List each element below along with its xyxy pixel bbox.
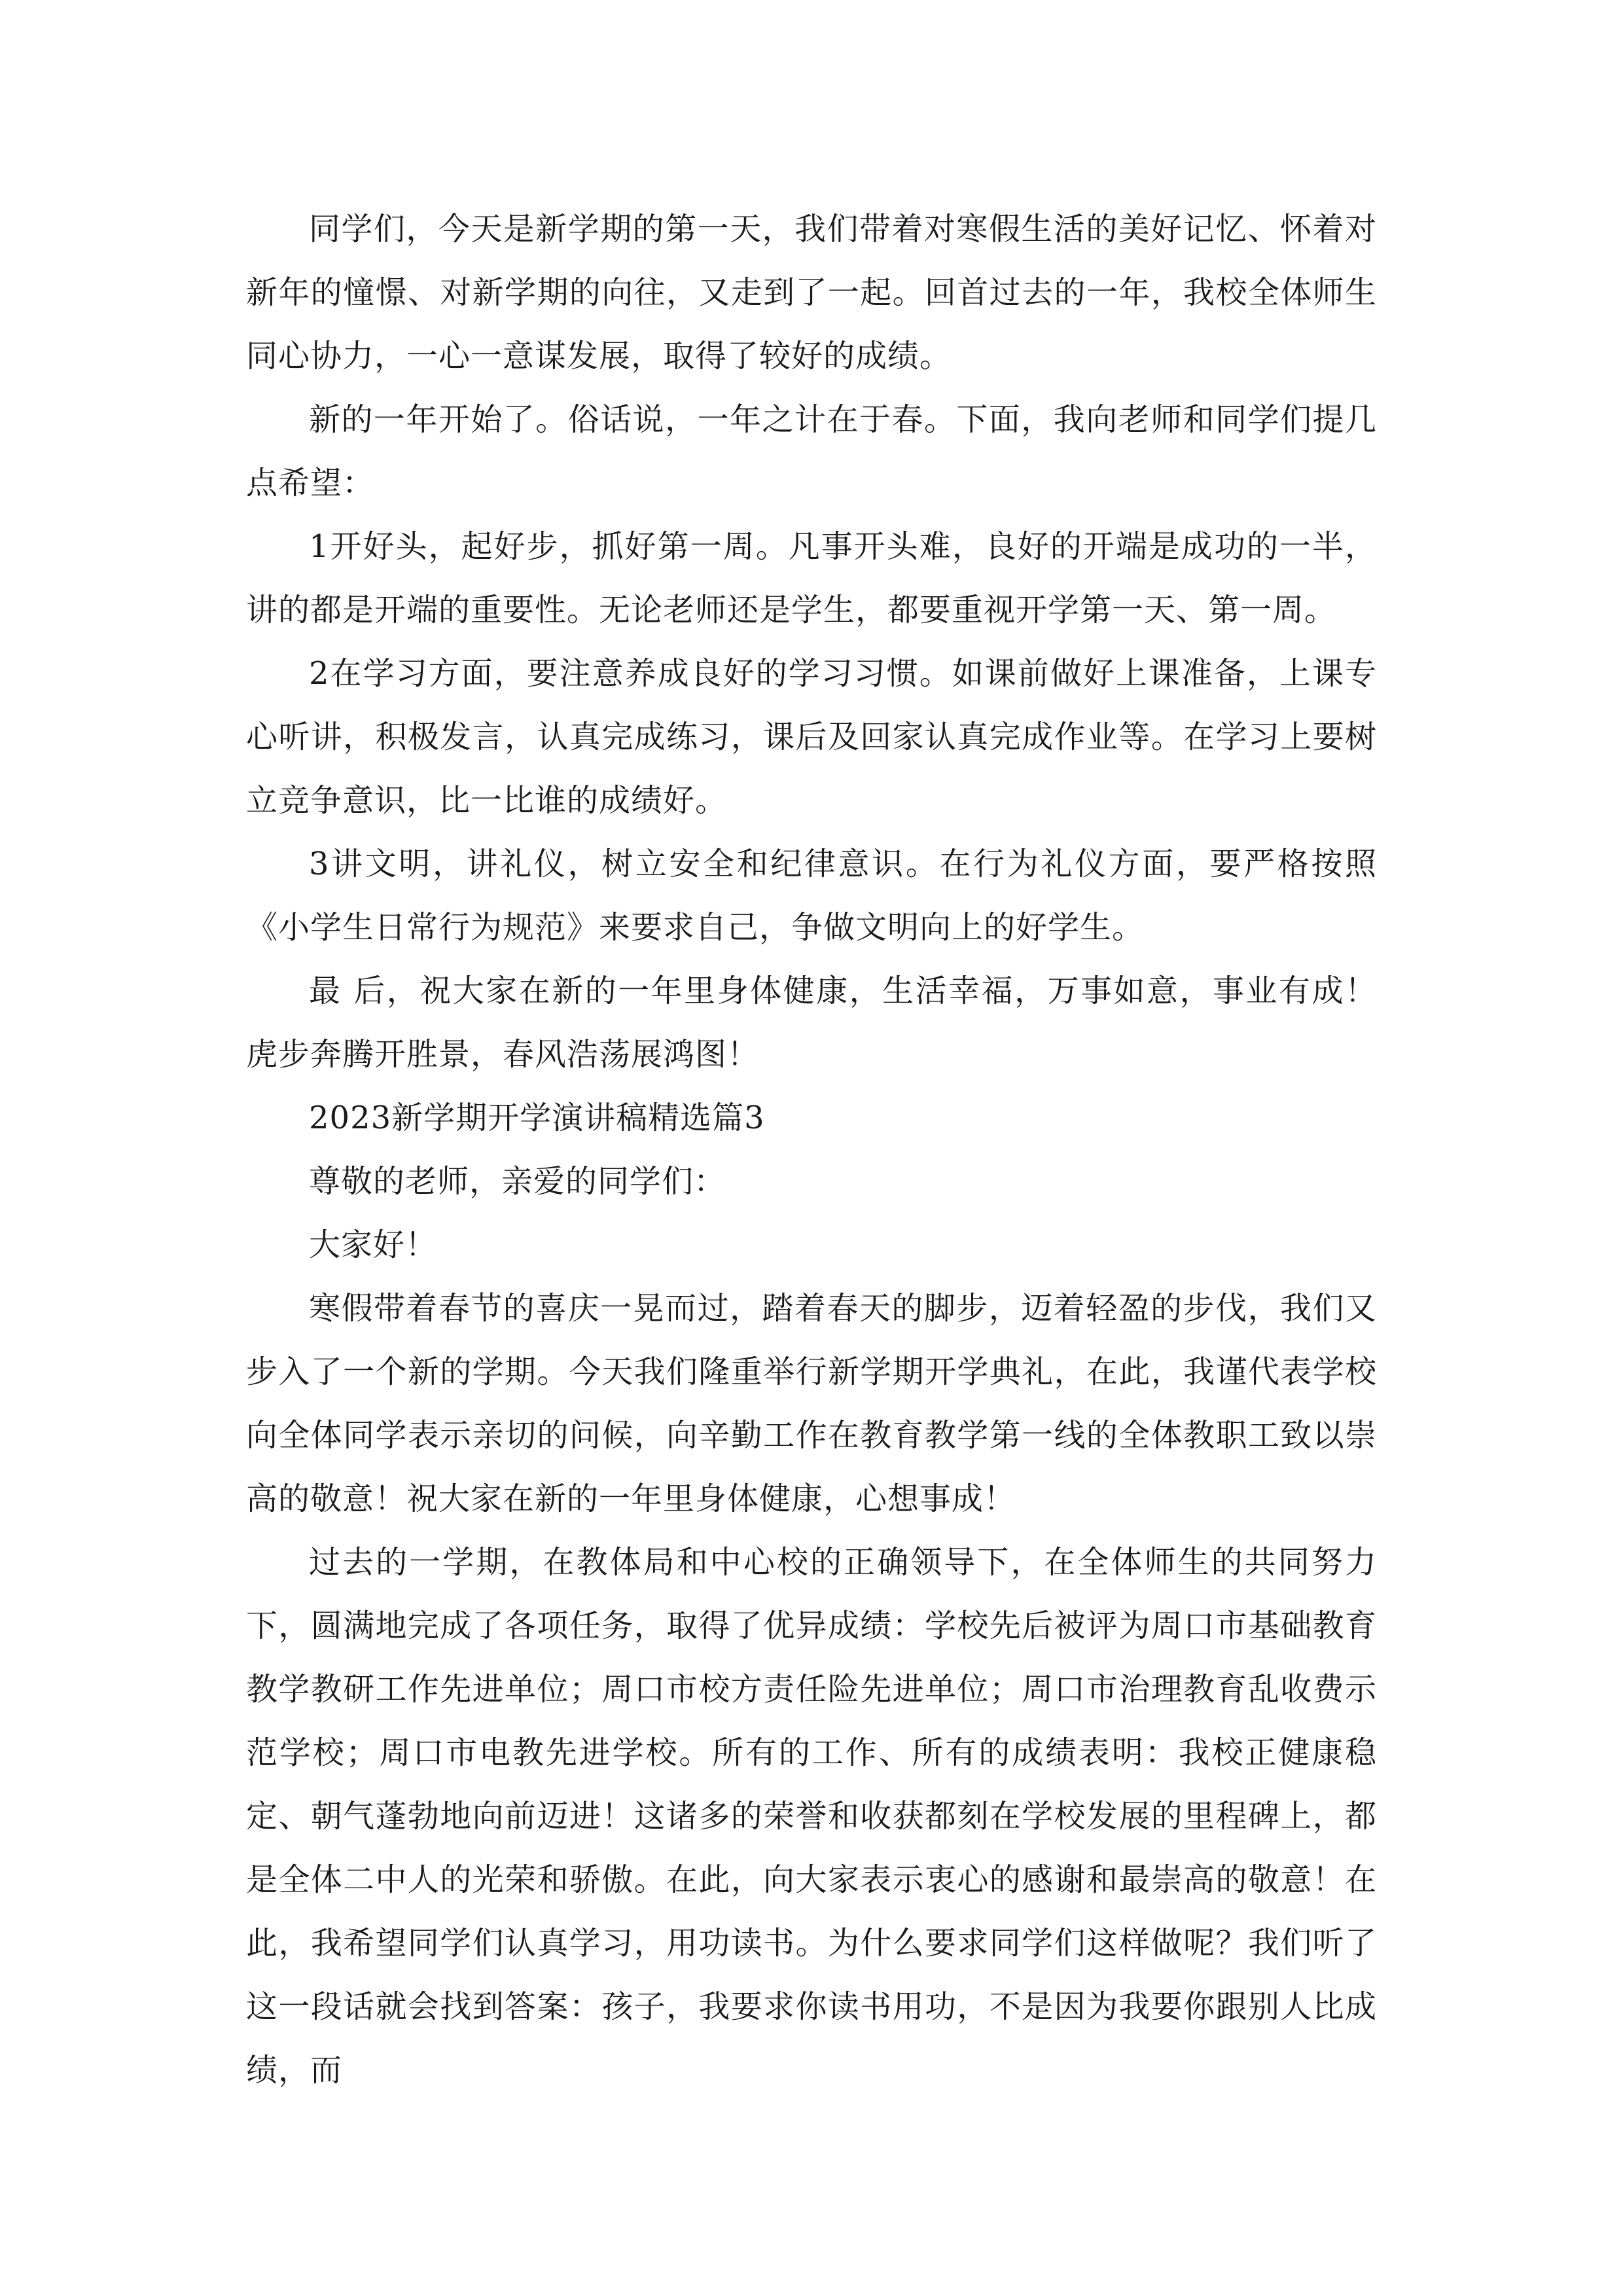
document-body <box>246 198 1377 2102</box>
paragraph-hopes-intro: 新的一年开始了。俗话说，一年之计在于春。下面，我向老师和同学们提几点希望： <box>246 401 1377 501</box>
paragraph-hope-1: 1开好头，起好步，抓好第一周。凡事开头难，良好的开端是成功的一半，讲的都是开端的重要性。无论老师还是学生，都要重视开学第一天、第一周。 <box>246 528 1377 628</box>
paragraph-salutation: 尊敬的老师，亲爱的同学们： <box>309 1163 726 1200</box>
paragraph-past-semester: 过去的一学期，在教体局和中心校的正确领导下，在全体师生的共同努力下，圆满地完成了各项任务，取得了优异成绩：学校先后被评为周口市基础教育教学教研工作先进单位；周口市校方责任险先进单位；周口市治理教育乱收费示范学校；周口市电教先进学校。所有的工作、所有的成绩表明：我校正健康稳定、朝气蓬勃地向前迈进！这诸多的荣誉和收获都刻在学校发展的里程碑上，都是全体二中人的光荣和骄傲。在此，向大家表示衷心的感谢和最崇高的敬意！在此，我希望同学们认真学习，用功读书。为什么要求同学们这样做呢？我们听了这一段话就会找到答案：孩子，我要求你读书用功，不是因为我要你跟别人比成绩，而 <box>246 1544 1377 2089</box>
paragraph-hope-2: 2在学习方面，要注意养成良好的学习习惯。如课前做好上课准备，上课专心听讲，积极发言，认真完成练习，课后及回家认真完成作业等。在学习上要树立竞争意识，比一比谁的成绩好。 <box>246 655 1377 819</box>
paragraph-hello: 大家好！ <box>309 1227 438 1263</box>
paragraph-greeting: 同学们，今天是新学期的第一天，我们带着对寒假生活的美好记忆、怀着对新年的憧憬、对新学期的向往，又走到了一起。回首过去的一年，我校全体师生同心协力，一心一意谋发展，取得了较好的成绩。 <box>246 211 1377 374</box>
section-heading: 2023新学期开学演讲稿精选篇3 <box>309 1100 765 1136</box>
paragraph-hope-3: 3讲文明，讲礼仪，树立安全和纪律意识。在行为礼仪方面，要严格按照《小学生日常行为规范》来要求自己，争做文明向上的好学生。 <box>246 846 1377 946</box>
paragraph-new-semester: 寒假带着春节的喜庆一晃而过，踏着春天的脚步，迈着轻盈的步伐，我们又步入了一个新的学期。今天我们隆重举行新学期开学典礼，在此，我谨代表学校向全体同学表示亲切的问候，向辛勤工作在教育教学第一线的全体教职工致以崇高的敬意！祝大家在新的一年里身体健康，心想事成！ <box>246 1290 1377 1517</box>
paragraph-closing-wishes: 最 后，祝大家在新的一年里身体健康，生活幸福，万事如意，事业有成！虎步奔腾开胜景，春风浩荡展鸿图！ <box>246 973 1377 1073</box>
